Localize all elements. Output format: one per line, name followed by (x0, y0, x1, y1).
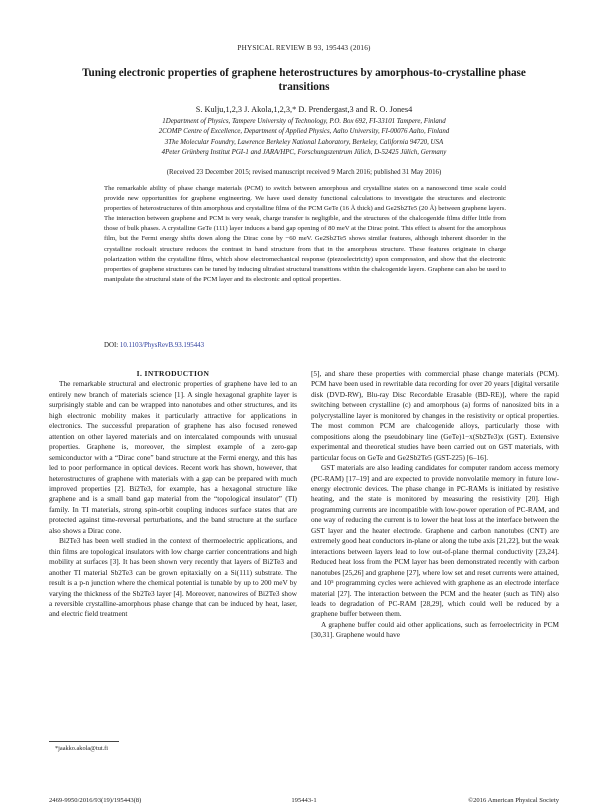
doi-link[interactable]: 10.1103/PhysRevB.93.195443 (119, 342, 205, 349)
affiliations (60, 117, 548, 158)
footer-issn: 2469-9950/2016/93(19)/195443(8) (49, 797, 142, 804)
author-list: S. Kulju,1,2,3 J. Akola,1,2,3,* D. Prendergast,3 and R. O. Jones4 (195, 105, 413, 114)
affiliation-4: 4Peter Grünberg Institut PGI-1 and JARA/HPC, Forschungszentrum Jülich, D-52425 Jülich, Germany (161, 148, 447, 156)
running-head: PHYSICAL REVIEW B 93, 195443 (2016) (237, 44, 371, 52)
doi-line (104, 342, 204, 349)
footer-copyright: ©2016 American Physical Society (468, 797, 559, 804)
footer-page-number: 195443-1 (291, 797, 317, 804)
corresponding-author-footnote: *jaakko.akola@tut.fi (55, 745, 109, 752)
abstract: The remarkable ability of phase change materials (PCM) to switch between amorphous and crystalline states on a nanosecond time scale could provide new opportunities for graphene engineering. We have used density functional calculations to investigate the structures and electronic properties of heterostructures of thin amorphous and crystalline films of the PCM GeTe (16 Å thick) and Ge2Sb2Te5 (20 Å) between graphene layers. The interaction between graphene and PCM is very weak, charge transfer is negligible, and the structures of the chalcogenide films differ little from those of bulk phases. A crystalline GeTe (111) layer induces a band gap opening of 80 meV at the Dirac point. This effect is absent for the amorphous film, but the Fermi energy shifts down along the Dirac cone by −60 meV. Ge2Sb2Te5 shows similar features, although inherent disorder in the crystalline rocksalt structure reduces the contrast in band structure from that in the amorphous structure. These features originate in charge polarization within the crystalline films, which show electromechanical response (piezoelectricity) upon compression, and show that the electronic properties of graphene structures can be tuned by inducing ultrafast structural transitions within the chalcogenide layers. Graphene can also be used to manipulate the structural state of the PCM layer and its electronic and optical properties. (104, 185, 506, 283)
affiliation-3: 3The Molecular Foundry, Lawrence Berkeley National Laboratory, Berkeley, California 94720, USA (164, 138, 444, 146)
section-heading: I. INTRODUCTION (136, 369, 210, 378)
affiliation-1: 1Department of Physics, Tampere University of Technology, P.O. Box 692, FI-33101 Tampere, Finland (162, 118, 446, 125)
body-paragraph: The remarkable structural and electronic properties of graphene have led to an entirely new branch of materials science [1]. A single hexagonal graphite layer is surprisingly stable and can be wrapped into nanotubes and other structures, and its high electronic mobility makes it particularly attractive for applications in electronics. The successful preparation of graphene has also focused renewed attention on other layered materials and on intercalated compounds with unusual properties. Graphene is, moreover, the simplest example of a zero-gap semiconductor with a “Dirac cone” band structure at the Fermi energy, and this has led to poor performance in optical devices. Recent work has shown, however, that heterostructures of graphene with materials with a gap can be prepared with much improved properties [2]. Bi2Te3, for example, has a hexagonal structure like graphene and is a small band gap material from the “topological insulator” (TI) family. In TI materials, strong spin-orbit coupling induces surface states that are protected against time-reversal perturbations, and the band structure at the surface also shows a Dirac cone. (49, 379, 297, 535)
body-paragraph: A graphene buffer could aid other applications, such as ferroelectricity in PCM [30,31]. Graphene would have (311, 619, 559, 640)
received-dates: (Received 23 December 2015; revised manuscript received 9 March 2016; published 31 May 2016) (166, 169, 442, 176)
paper-title: Tuning electronic properties of graphene heterostructures by amorphous-to-crystalline phase transitions (82, 67, 526, 93)
body-paragraph: Bi2Te3 has been well studied in the context of thermoelectric applications, and thin films are topological insulators with low charge carrier concentrations and high mobility at surfaces [3]. It has been shown very recently that layers of Bi2Te3 and another TI material Sb2Te3 can be grown epitaxially on a Si(111) substrate. The result is a p-n junction where the chemical potential is tunable by up to 200 meV by varying the thickness of the Sb2Te3 layer [4]. Moreover, nanowires of Bi2Te3 show a reversible crystalline-amorphous phase change that can be induced by heat, laser, and electric field treatment (49, 536, 297, 619)
affiliation-2: 2COMP Centre of Excellence, Department of Applied Physics, Aalto University, FI-00076 Aalto, Finland (158, 128, 450, 136)
left-column (49, 369, 297, 620)
doi-label: DOI: (104, 342, 119, 349)
right-column (311, 369, 559, 641)
footnote-divider (49, 741, 119, 742)
body-paragraph: [5], and share these properties with commercial phase change materials (PCM). PCM have been used in rewritable data recording for over 20 years [digital versatile disk (DVD-RW), Blu-ray Disc Recordable Erasable (BD-RE)], where the rapid switching between crystalline (c) and amorphous (a) forms of nanosized bits in a polycrystalline layer is monitored by changes in the resistivity or optical properties. The most common PCM are chalcogenide alloys, particularly those with compositions along the pseudobinary line (GeTe)1−x(Sb2Te3)x (GST). Extensive experimental and theoretical studies have been carried out on GST materials, with particular focus on GeTe and Ge2Sb2Te5 (GST-225) [6–16]. (311, 369, 559, 462)
body-paragraph: GST materials are also leading candidates for computer random access memory (PC-RAM) [17–19] and are expected to provide nonvolatile memory in future low-energy electronic devices. The phase change in PC-RAMs is initiated by resistive heating, and the state is monitored by measuring the resistivity [20]. High programming currents are incompatible with low-power operation of PC-RAM, and one way of reducing the current is to lower the heat loss at the interface between the GST layer and the heater electrode. Graphene and carbon nanotubes (CNT) are extremely good heat conductors in-plane or along the tube axis [21,22], but the weak interactions between layers lead to low out-of-plane thermal conductivity [23,24]. Reduced heat loss from the PCM layer has been demonstrated recently with carbon nanotubes [25,26] and graphene [27], where low set and reset currents were attained, and 10⁵ programming cycles were achieved with graphene as an electrode interface material [27]. The interaction between the PCM and the heater (such as TiN) also leads to degradation of PC-RAM [28,29], which could well be reduced by a graphene buffer between them. (311, 463, 559, 619)
